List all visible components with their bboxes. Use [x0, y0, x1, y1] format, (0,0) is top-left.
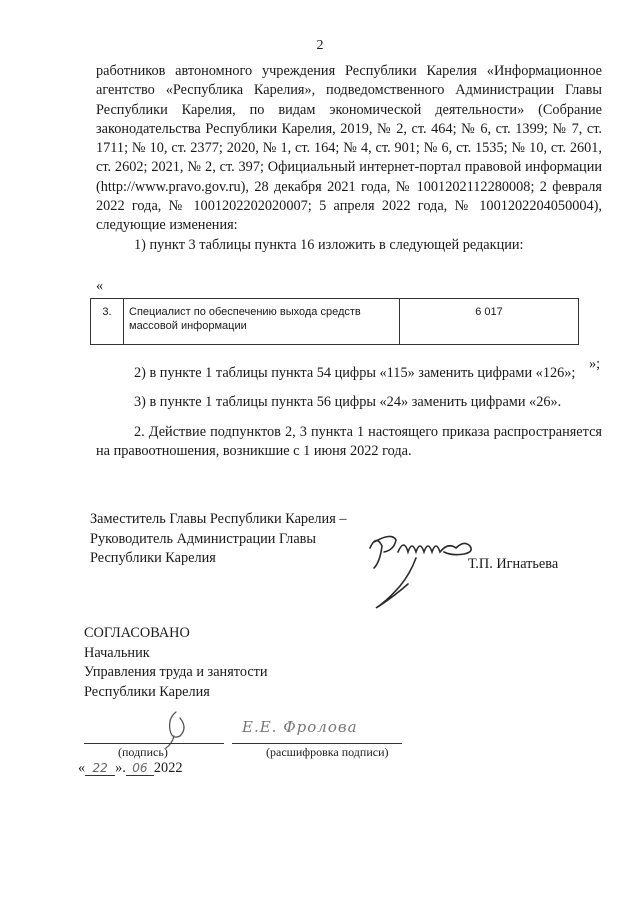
- item-2: 2) в пункте 1 таблицы пункта 54 цифры «115» заменить цифрами «126»;: [134, 365, 576, 381]
- signature-ignatyeva-icon: [352, 528, 492, 618]
- quote-close: »;: [589, 356, 601, 372]
- row-number-cell: 3.: [91, 299, 124, 345]
- approval-line-3: Республики Карелия: [84, 683, 210, 700]
- signatory-title-line-2: Руководитель Администрации Главы: [90, 530, 317, 547]
- approval-line-2: Управления труда и занятости: [84, 664, 268, 680]
- caption-decoding: (расшифровка подписи): [266, 745, 389, 759]
- signatory-title-line-3: Республики Карелия: [90, 550, 216, 566]
- date-separator: ».: [115, 760, 126, 776]
- caption-signature: (подпись): [118, 745, 168, 759]
- item-1: 1) пункт 3 таблицы пункта 16 изложить в следующей редакции:: [134, 236, 524, 253]
- body-text-continued: [96, 364, 602, 461]
- paragraph-1: работников автономного учреждения Республики Карелия «Информационное агентство «Республика Карелия», подведомственного Администрации Главы Республики Карелия, по видам экономической деятельности» (Собрание законодательства Республики Карелия, 2019, № 2, ст. 464; № 6, ст. 1399; № 7, ст. 1711; № 10, ст. 2377; 2020, № 1, ст. 164; № 4, ст. 901; № 6, ст. 1535; № 10, ст. 2601, ст. 2602; 2021, № 2, ст. 397; Официальный интернет-портал правовой информации (http://www.pravo.gov.ru), 28 декабря 2021 года, № 1001202112280008; 2 февраля 2022 года, № 1001202202020007; 5 апреля 2022 года, № 1001202204050004), следующие изменения:: [96, 63, 602, 234]
- item-4: 2. Действие подпунктов 2, 3 пункта 1 настоящего приказа распространяется на правоотношения, возникшие с 1 июня 2022 года.: [96, 423, 602, 459]
- date-month: 06: [126, 761, 154, 776]
- date-day: 22: [85, 761, 115, 776]
- signatory-title-line-1: Заместитель Главы Республики Карелия –: [90, 511, 347, 527]
- body-text: [96, 62, 602, 255]
- quote-open: «: [96, 278, 104, 294]
- amendment-table: [90, 298, 579, 345]
- signature-line: [84, 743, 224, 744]
- value-cell: 6 017: [400, 299, 579, 345]
- approval-heading: СОГЛАСОВАНО: [84, 625, 190, 641]
- decoding-line: [232, 743, 402, 744]
- position-cell: Специалист по обеспечению выхода средств массовой информации: [124, 299, 400, 345]
- approval-line-1: Начальник: [84, 644, 150, 661]
- date-year: 2022: [153, 760, 183, 776]
- date-open-quote: «: [78, 760, 86, 776]
- item-3: 3) в пункте 1 таблицы пункта 56 цифры «24» заменить цифрами «26».: [134, 394, 562, 411]
- handwritten-decoding: Е.Е. Фролова: [242, 718, 358, 736]
- page-number: 2: [316, 38, 324, 53]
- approval-date: [78, 760, 182, 777]
- approval-block: [84, 624, 268, 702]
- signatory-block: [90, 510, 347, 569]
- signatory-name: Т.П. Игнатьева: [468, 556, 559, 572]
- table-row: [91, 299, 579, 345]
